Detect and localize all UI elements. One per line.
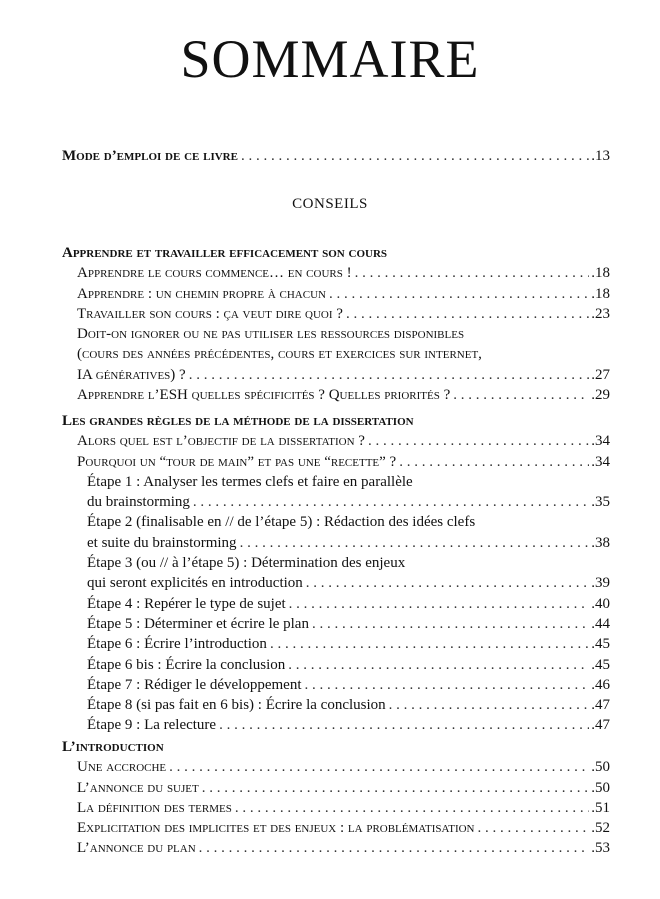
toc-step[interactable] <box>62 655 610 675</box>
toc-step[interactable] <box>62 695 610 715</box>
dot-leader <box>306 573 589 593</box>
dot-leader <box>346 304 589 324</box>
toc-entry-page: .46 <box>591 676 610 693</box>
toc-entry-page: .40 <box>591 595 610 612</box>
toc-entry-label: du brainstorming <box>87 494 190 511</box>
section-label: CONSEILS <box>292 196 368 212</box>
dot-leader <box>478 818 590 838</box>
toc-step[interactable] <box>62 715 610 735</box>
toc-entry-page: .50 <box>591 759 610 776</box>
toc-entry-line: (cours des années précédentes, cours et exercices sur internet, <box>77 346 482 363</box>
dot-leader <box>270 634 589 654</box>
toc-entry-label: Étape 4 : Repérer le type de sujet <box>87 595 286 612</box>
toc-entry-page: .18 <box>591 265 610 282</box>
toc-entry-page: .53 <box>591 840 610 857</box>
toc-entry-label: Apprendre l’ESH quelles spécificités ? Quelles priorités ? <box>77 387 451 404</box>
dot-leader <box>329 284 589 304</box>
toc-entry-page: .35 <box>591 494 610 511</box>
dot-leader <box>399 452 589 472</box>
dot-leader <box>219 715 589 735</box>
toc-entry-page: .47 <box>591 697 610 714</box>
toc-group-introduction <box>62 737 610 859</box>
group-heading: L’introduction <box>62 739 164 755</box>
page-title: SOMMAIRE <box>180 29 480 89</box>
toc-step[interactable] <box>62 594 610 614</box>
toc-entry-label: L’annonce du plan <box>77 840 196 857</box>
toc-entry[interactable] <box>62 757 610 777</box>
toc-entry-page: .50 <box>591 779 610 796</box>
toc-entry-page: .38 <box>591 534 610 551</box>
toc-step[interactable] <box>62 614 610 634</box>
toc-entry-label: Étape 6 : Écrire l’introduction <box>87 636 267 653</box>
dot-leader <box>288 655 589 675</box>
toc-step-line: Étape 1 : Analyser les termes clefs et faire en parallèle <box>87 473 413 490</box>
group-heading: Les grandes règles de la méthode de la dissertation <box>62 413 414 429</box>
toc-entry[interactable] <box>62 284 610 304</box>
dot-leader <box>305 675 590 695</box>
toc-intro <box>62 146 610 166</box>
toc-entry-page: .27 <box>591 366 610 383</box>
toc-entry[interactable] <box>62 304 610 324</box>
toc-step[interactable] <box>62 573 610 593</box>
toc-entry-page: .51 <box>591 799 610 816</box>
toc-entry-page: .34 <box>591 453 610 470</box>
toc-entry[interactable] <box>62 778 610 798</box>
toc-entry-page: .23 <box>591 305 610 322</box>
dot-leader <box>241 146 589 166</box>
toc-entry-line: Doit-on ignorer ou ne pas utiliser les ressources disponibles <box>77 326 465 343</box>
dot-leader <box>202 778 590 798</box>
toc-entry-label: Une accroche <box>77 759 167 776</box>
toc-entry[interactable] <box>62 818 610 838</box>
toc-entry-page: .45 <box>591 636 610 653</box>
dot-leader <box>312 614 589 634</box>
dot-leader <box>289 594 590 614</box>
dot-leader <box>453 385 589 405</box>
toc-entry-label: Pourquoi un “tour de main” et pas une “recette” ? <box>77 453 397 470</box>
dot-leader <box>193 492 589 512</box>
group-heading: Apprendre et travailler efficacement son cours <box>62 245 388 261</box>
toc-entry-label: La définition des termes <box>77 799 232 816</box>
toc-entry-page: .39 <box>591 575 610 592</box>
toc-entry-page: .45 <box>591 656 610 673</box>
dot-leader <box>169 757 589 777</box>
dot-leader <box>368 431 589 451</box>
toc-entry-label: Étape 5 : Déterminer et écrire le plan <box>87 615 309 632</box>
toc-entry[interactable] <box>62 431 610 451</box>
toc-entry-label: Explicitation des implicites et des enjeux : la problématisation <box>77 820 475 837</box>
toc-entry[interactable] <box>62 452 610 472</box>
dot-leader <box>189 365 590 385</box>
toc-entry-label: Apprendre le cours commence… en cours ! <box>77 265 352 282</box>
toc-entry-page: .34 <box>591 433 610 450</box>
toc-entry-page: .52 <box>591 820 610 837</box>
toc-entry-label: Étape 7 : Rédiger le développement <box>87 676 302 693</box>
toc-entry-page: .47 <box>591 717 610 734</box>
toc-entry-label: qui seront explicités en introduction <box>87 575 303 592</box>
toc-entry[interactable] <box>62 838 610 858</box>
toc-entry-page: .18 <box>591 285 610 302</box>
toc-step-line: Étape 3 (ou // à l’étape 5) : Détermination des enjeux <box>87 555 406 572</box>
toc-entry-label: IA génératives) ? <box>77 366 186 383</box>
dot-leader <box>199 838 590 858</box>
toc-entry[interactable] <box>62 365 610 385</box>
toc-step-line: Étape 2 (finalisable en // de l’étape 5) : Rédaction des idées clefs <box>87 514 476 531</box>
toc-entry-label: Mode d’emploi de ce livre <box>62 148 238 164</box>
toc-entry[interactable] <box>62 263 610 283</box>
toc-entry-label: et suite du brainstorming <box>87 534 237 551</box>
toc-group-learning <box>62 243 610 405</box>
toc-step[interactable] <box>62 533 610 553</box>
toc-step[interactable] <box>62 634 610 654</box>
toc-entry-page: .13 <box>591 148 610 164</box>
toc-entry[interactable] <box>62 385 610 405</box>
toc-entry[interactable] <box>62 798 610 818</box>
dot-leader <box>389 695 590 715</box>
toc-entry-label: Étape 9 : La relecture <box>87 717 217 734</box>
dot-leader <box>240 533 590 553</box>
dot-leader <box>235 798 589 818</box>
toc-entry-page: .44 <box>591 615 610 632</box>
toc-step[interactable] <box>62 675 610 695</box>
toc-entry[interactable] <box>62 146 610 166</box>
toc-step[interactable] <box>62 492 610 512</box>
toc-entry-label: Étape 8 (si pas fait en 6 bis) : Écrire la conclusion <box>87 697 386 714</box>
toc-entry-page: .29 <box>591 387 610 404</box>
toc-entry-label: Apprendre : un chemin propre à chacun <box>77 285 326 302</box>
toc-entry-label: Travailler son cours : ça veut dire quoi ? <box>77 305 343 322</box>
toc-entry-label: L’annonce du sujet <box>77 779 199 796</box>
dot-leader <box>355 263 590 283</box>
toc-group-method <box>62 411 610 736</box>
toc-entry-label: Alors quel est l’objectif de la dissertation ? <box>77 433 365 450</box>
toc-entry-label: Étape 6 bis : Écrire la conclusion <box>87 656 286 673</box>
